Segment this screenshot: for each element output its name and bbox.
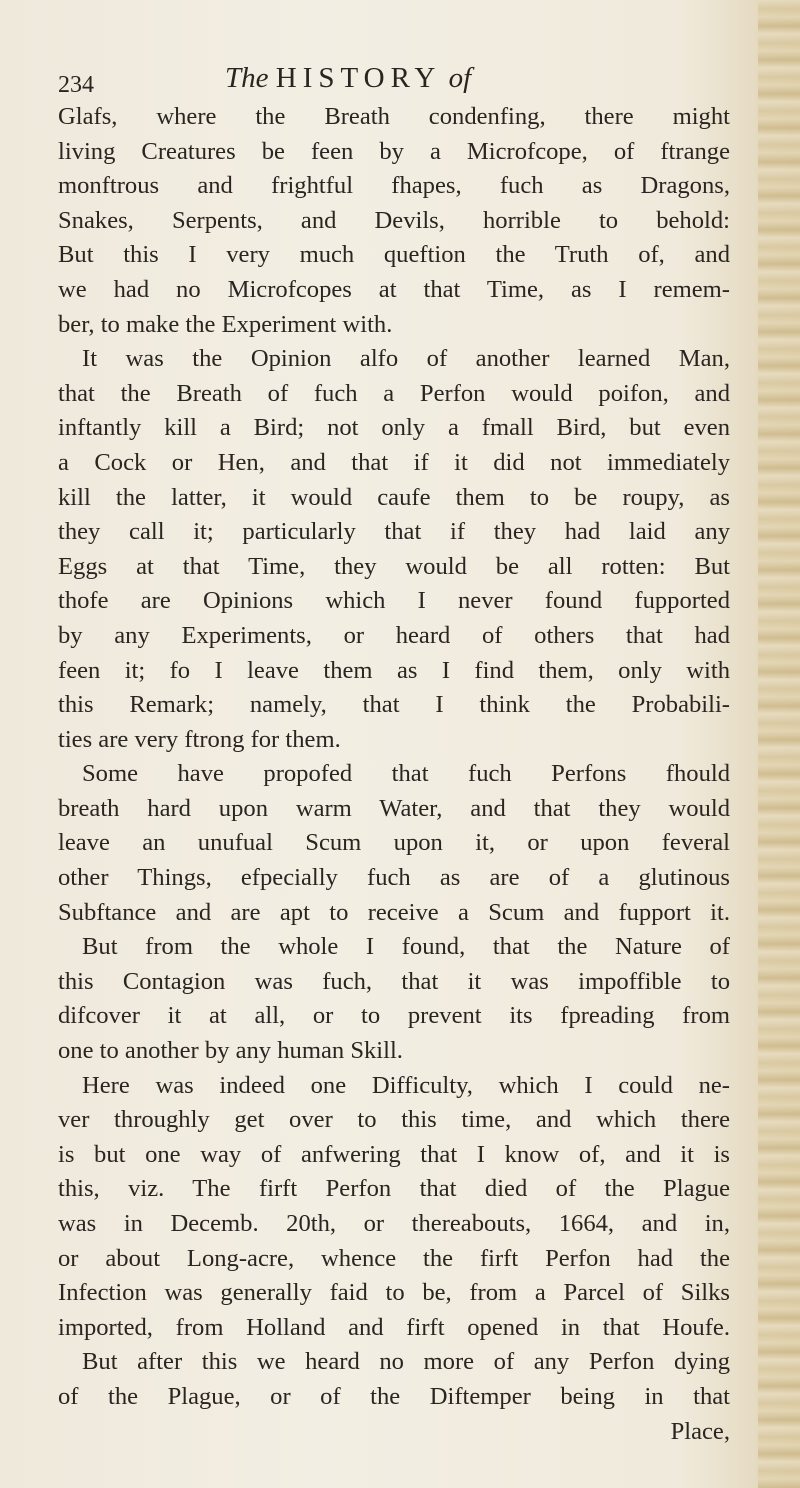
text-line: But after this we heard no more of any Perfon dying [82,1348,730,1376]
text-line: It was the Opinion alfo of another learned Man, [82,345,730,373]
text-line: of the Plague, or of the Diftemper being in that [58,1382,730,1410]
text-line: a Cock or Hen, and that if it did not immediately [58,448,730,476]
text-line: one to another by any human Skill. [58,1037,403,1065]
text-line: Eggs at that Time, they would be all rotten: But [58,552,730,580]
text-line: inftantly kill a Bird; not only a fmall Bird, but even [58,414,730,442]
text-line: was in Decemb. 20th, or thereabouts, 1664, and in, [58,1210,730,1237]
text-line: Here was indeed one Difficulty, which I could ne- [82,1071,730,1099]
text-line: Infection was generally faid to be, from a Parcel of Silks [58,1279,730,1307]
text-line: ties are very ftrong for them. [58,725,341,753]
text-line: But this I very much queftion the Truth of, and [58,241,730,269]
running-head-of: of [448,62,472,94]
text-line: But from the whole I found, that the Nature of [82,933,730,961]
text-line: Snakes, Serpents, and Devils, horrible to behold: [58,206,730,234]
text-line: this Remark; namely, that I think the Probabili- [58,691,730,719]
text-line: monftrous and frightful fhapes, fuch as Dragons, [58,172,730,200]
text-line: they call it; particularly that if they had laid any [58,518,730,546]
text-line: other Things, efpecially fuch as are of a glutinous [58,864,730,892]
text-line: Subftance and are apt to receive a Scum and fupport it. [58,898,730,926]
body-text [58,100,730,1449]
text-line: is but one way of anfwering that I know of, and it is [58,1140,730,1168]
text-line: ber, to make the Experiment with. [58,310,393,338]
text-line: feen it; fo I leave them as I find them, only with [58,656,730,684]
text-line: by any Experiments, or heard of others that had [58,621,730,649]
catchword: Place, [670,1417,730,1445]
text-line: leave an unufual Scum upon it, or upon feveral [58,829,730,857]
text-line: that the Breath of fuch a Perfon would poifon, and [58,379,730,407]
text-line: we had no Microfcopes at that Time, as I remem- [58,275,730,303]
text-line: or about Long-acre, whence the firft Perfon had the [58,1244,730,1272]
text-line: difcover it at all, or to prevent its fpreading from [58,1002,730,1030]
text-line: this, viz. The firft Perfon that died of the Plague [58,1175,730,1203]
page-number: 234 [58,72,94,98]
text-line: Glafs, where the Breath condenfing, there might [58,103,730,130]
running-head-the: The [225,62,269,94]
text-line: Some have propofed that fuch Perfons fhould [82,760,730,788]
text-line: living Creatures be feen by a Microfcope, of ftrange [58,137,730,165]
text-line: thofe are Opinions which I never found fupported [58,587,730,615]
page-header [58,62,738,102]
running-head [225,62,471,95]
text-line: this Contagion was fuch, that it was impoffible to [58,967,730,995]
page-edge-shadow [758,0,800,1488]
text-line: ver throughly get over to this time, and which there [58,1106,730,1134]
running-head-title: HISTORY [275,62,442,94]
text-line: breath hard upon warm Water, and that they would [58,794,730,822]
text-line: imported, from Holland and firft opened in that Houfe. [58,1313,730,1341]
text-line: kill the latter, it would caufe them to be roupy, as [58,483,730,511]
